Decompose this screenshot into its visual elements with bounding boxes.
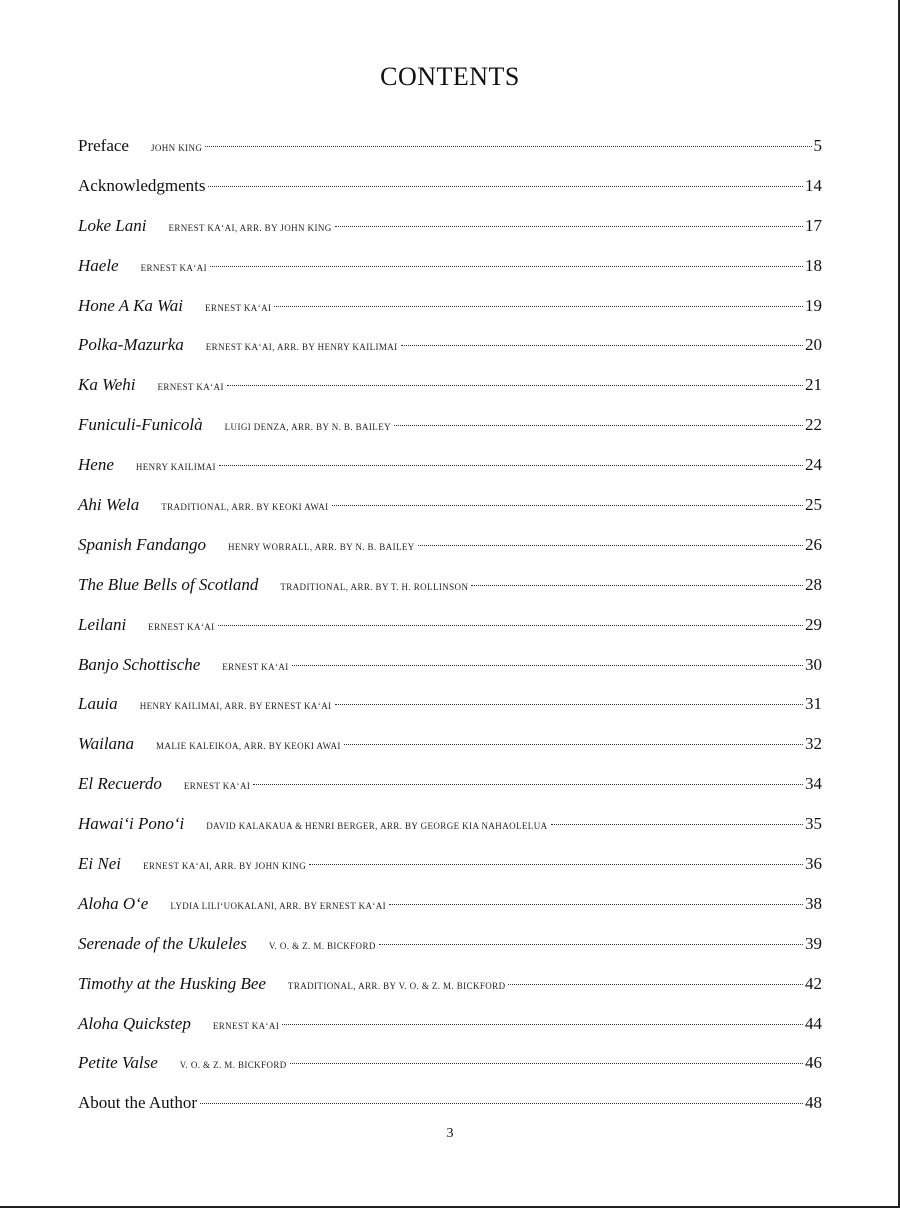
toc-entry xyxy=(78,774,822,814)
toc-entry-title: Leilani xyxy=(78,614,127,634)
toc-entry-credit: TRADITIONAL, ARR. BY V. O. & Z. M. BICKFORD xyxy=(287,980,506,991)
toc-entry-title: Funiculi-Funicolà xyxy=(78,415,203,435)
toc-entry-page: 28 xyxy=(805,574,822,594)
toc-entry-credit: HENRY WORRALL, ARR. BY N. B. BAILEY xyxy=(227,541,415,552)
toc-entry-title: Ei Nei xyxy=(78,854,121,874)
dot-leader xyxy=(508,984,803,985)
toc-entry-credit: TRADITIONAL, ARR. BY KEOKI AWAI xyxy=(161,502,329,513)
toc-entry-page: 24 xyxy=(805,455,822,475)
toc-entry xyxy=(78,734,822,774)
toc-entry-credit: V. O. & Z. M. BICKFORD xyxy=(268,940,376,951)
dot-leader xyxy=(200,1103,803,1104)
toc-entry-page: 32 xyxy=(805,734,822,754)
toc-entry-title: Aloha Quickstep xyxy=(78,1013,191,1033)
toc-entry-page: 14 xyxy=(805,175,822,195)
dot-leader xyxy=(210,266,803,267)
toc-entry-title: About the Author xyxy=(78,1093,197,1113)
dot-leader xyxy=(379,944,803,945)
toc-entry-page: 48 xyxy=(805,1093,822,1113)
dot-leader xyxy=(218,625,803,626)
toc-entry-page: 44 xyxy=(805,1013,822,1033)
toc-entry xyxy=(78,375,822,415)
dot-leader xyxy=(471,585,803,586)
toc-entry-page: 42 xyxy=(805,973,822,993)
toc-entry-title: Serenade of the Ukuleles xyxy=(78,933,247,953)
toc-entry xyxy=(78,854,822,894)
toc-entry-title: The Blue Bells of Scotland xyxy=(78,574,259,594)
dot-leader xyxy=(253,784,803,785)
dot-leader xyxy=(551,824,804,825)
toc-entry xyxy=(78,495,822,535)
dot-leader xyxy=(335,226,803,227)
toc-entry-title: Polka-Mazurka xyxy=(78,335,184,355)
toc-entry xyxy=(78,335,822,375)
toc-entry-credit: ERNEST KA‘AI, ARR. BY HENRY KAILIMAI xyxy=(205,342,398,353)
toc-entry-title: Aloha O‘e xyxy=(78,893,149,913)
toc-entry-page: 20 xyxy=(805,335,822,355)
dot-leader xyxy=(219,465,803,466)
toc-entry xyxy=(78,535,822,575)
toc-entry-credit: ERNEST KA‘AI xyxy=(222,661,289,672)
dot-leader xyxy=(389,904,803,905)
dot-leader xyxy=(227,385,803,386)
toc-entry xyxy=(78,296,822,336)
dot-leader xyxy=(394,425,803,426)
toc-entry-title: Hone A Ka Wai xyxy=(78,295,184,315)
dot-leader xyxy=(282,1024,803,1025)
toc-entry-page: 25 xyxy=(805,495,822,515)
toc-entry-credit: LUIGI DENZA, ARR. BY N. B. BAILEY xyxy=(224,422,391,433)
toc-entry-page: 21 xyxy=(805,375,822,395)
toc-entry-title: El Recuerdo xyxy=(78,774,162,794)
toc-entry-page: 31 xyxy=(805,694,822,714)
toc-entry-credit: ERNEST KA‘AI xyxy=(183,781,251,792)
toc-entry-credit: ERNEST KA‘AI xyxy=(212,1020,280,1031)
toc-entry-page: 38 xyxy=(805,893,822,913)
toc-entry-title: Banjo Schottische xyxy=(78,654,201,674)
dot-leader xyxy=(344,744,803,745)
dot-leader xyxy=(292,665,803,666)
toc-entry xyxy=(78,894,822,934)
toc-entry-title: Lauia xyxy=(78,694,118,714)
toc-entry xyxy=(78,136,822,176)
dot-leader xyxy=(205,146,811,147)
toc-entry-page: 30 xyxy=(805,654,822,674)
toc-entry-title: Timothy at the Husking Bee xyxy=(78,973,266,993)
toc-entry-page: 18 xyxy=(805,255,822,275)
toc-entry-credit: V. O. & Z. M. BICKFORD xyxy=(179,1060,287,1071)
toc-entry-page: 19 xyxy=(805,295,822,315)
toc-entry xyxy=(78,455,822,495)
dot-leader xyxy=(290,1063,803,1064)
toc-entry xyxy=(78,176,822,216)
toc-entry xyxy=(78,1053,822,1093)
toc-entry-page: 46 xyxy=(805,1053,822,1073)
toc-entry-title: Spanish Fandango xyxy=(78,534,206,554)
toc-entry-credit: TRADITIONAL, ARR. BY T. H. ROLLINSON xyxy=(280,581,469,592)
dot-leader xyxy=(401,345,803,346)
toc-entry xyxy=(78,1014,822,1054)
toc-entry xyxy=(78,615,822,655)
toc-entry-title: Preface xyxy=(78,136,129,155)
toc-entry-page: 5 xyxy=(813,136,822,155)
toc-entry-credit: DAVID KALAKAUA & HENRI BERGER, ARR. BY GEORGE KIA NAHAOLELUA xyxy=(206,821,548,832)
toc-entry-credit: MALIE KALEIKOA, ARR. BY KEOKI AWAI xyxy=(156,741,341,752)
toc-entry xyxy=(78,256,822,296)
dot-leader xyxy=(332,505,803,506)
toc-entry xyxy=(78,814,822,854)
toc-entry-title: Hene xyxy=(78,455,114,475)
toc-entry-credit: HENRY KAILIMAI xyxy=(135,462,216,473)
dot-leader xyxy=(418,545,803,546)
toc-entry-credit: ERNEST KA‘AI, ARR. BY JOHN KING xyxy=(168,222,332,233)
page-title: CONTENTS xyxy=(380,62,520,91)
toc-entry-credit: LYDIA LILI‘UOKALANI, ARR. BY ERNEST KA‘AI xyxy=(170,900,387,911)
toc-entry-page: 17 xyxy=(805,215,822,235)
toc-entry-page: 34 xyxy=(805,774,822,794)
toc-entry-title: Ka Wehi xyxy=(78,375,136,395)
toc-entry xyxy=(78,655,822,695)
toc-entry-page: 26 xyxy=(805,534,822,554)
page-number: 3 xyxy=(446,1126,454,1141)
toc-entry xyxy=(78,974,822,1014)
toc-entry-title: Acknowledgments xyxy=(78,175,206,195)
toc-entry-credit: ERNEST KA‘AI xyxy=(140,262,207,273)
dot-leader xyxy=(208,186,803,187)
toc-entry-credit: ERNEST KA‘AI, ARR. BY JOHN KING xyxy=(142,861,307,872)
toc-entry xyxy=(78,694,822,734)
toc-entry-title: Hawai‘i Pono‘i xyxy=(78,814,185,834)
toc-entry xyxy=(78,415,822,455)
toc-entry xyxy=(78,934,822,974)
dot-leader xyxy=(335,704,803,705)
toc-entry-credit: ERNEST KA‘AI xyxy=(205,302,272,313)
table-of-contents xyxy=(78,136,822,1133)
toc-entry-credit: ERNEST KA‘AI xyxy=(148,621,215,632)
toc-entry-page: 39 xyxy=(805,933,822,953)
toc-entry-title: Haele xyxy=(78,255,119,275)
toc-entry xyxy=(78,216,822,256)
toc-entry-page: 29 xyxy=(805,614,822,634)
toc-entry xyxy=(78,575,822,615)
toc-entry-title: Petite Valse xyxy=(78,1053,158,1073)
toc-entry-title: Ahi Wela xyxy=(78,495,140,515)
toc-entry-page: 35 xyxy=(805,814,822,834)
dot-leader xyxy=(309,864,803,865)
toc-entry-title: Wailana xyxy=(78,734,135,754)
toc-entry-page: 36 xyxy=(805,854,822,874)
dot-leader xyxy=(274,306,803,307)
toc-entry-credit: HENRY KAILIMAI, ARR. BY ERNEST KA‘AI xyxy=(139,701,332,712)
toc-entry-credit: JOHN KING xyxy=(150,143,203,153)
toc-entry-credit: ERNEST KA‘AI xyxy=(157,382,224,393)
toc-entry-page: 22 xyxy=(805,415,822,435)
toc-entry-title: Loke Lani xyxy=(78,215,147,235)
